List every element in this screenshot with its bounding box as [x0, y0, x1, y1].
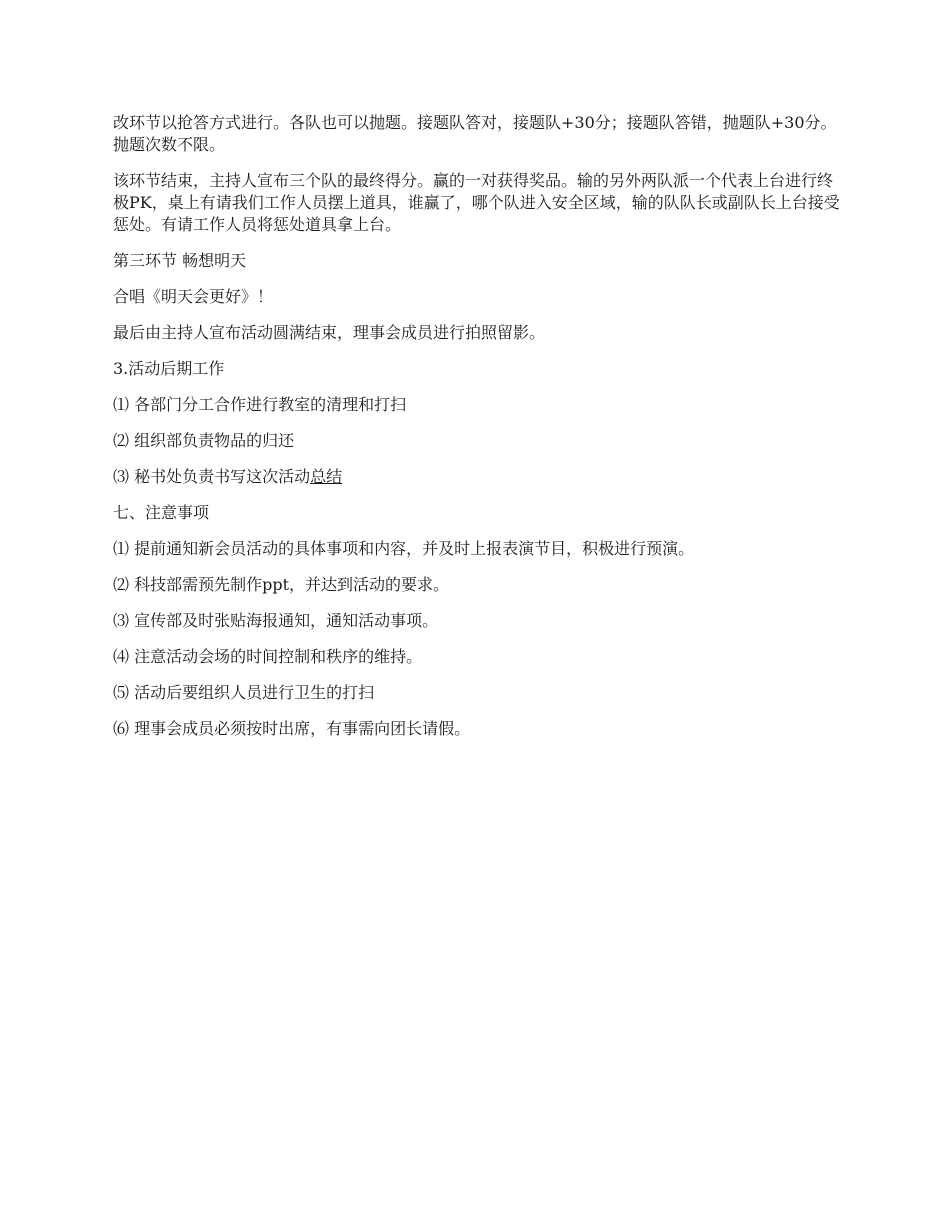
line-chorus: 合唱《明天会更好》！ — [113, 287, 274, 306]
section-heading-post-work: 3.活动后期工作 — [113, 359, 225, 378]
list-item: ⑴ 提前通知新会员活动的具体事项和内容，并及时上报表演节目，积极进行预演。 — [113, 539, 695, 558]
list-item: ⑹ 理事会成员必须按时出席，有事需向团长请假。 — [113, 719, 471, 738]
line-closing: 最后由主持人宣布活动圆满结束，理事会成员进行拍照留影。 — [113, 323, 546, 342]
list-item: ⑶ 宣传部及时张贴海报通知，通知活动事项。 — [113, 611, 439, 630]
summary-link[interactable]: 总结 — [310, 467, 343, 486]
section-heading-notes: 七、注意事项 — [113, 503, 210, 522]
document-page — [113, 112, 843, 754]
section-heading-third: 第三环节 畅想明天 — [113, 251, 247, 270]
list-item: ⑷ 注意活动会场的时间控制和秩序的维持。 — [113, 647, 423, 666]
list-item — [113, 466, 843, 488]
list-item: ⑵ 科技部需预先制作ppt，并达到活动的要求。 — [113, 575, 450, 594]
list-item: ⑴ 各部门分工合作进行教室的清理和打扫 — [113, 395, 407, 414]
list-item: ⑸ 活动后要组织人员进行卫生的打扫 — [113, 683, 375, 702]
paragraph-results: 该环节结束，主持人宣布三个队的最终得分。赢的一对获得奖品。输的另外两队派一个代表上台进行终极PK，桌上有请我们工作人员摆上道具，谁赢了，哪个队进入安全区域，输的队队长或副队长上台接受惩处。有请工作人员将惩处道具拿上台。 — [113, 171, 840, 234]
list-item: ⑵ 组织部负责物品的归还 — [113, 431, 295, 450]
list-item-text: ⑶ 秘书处负责书写这次活动 — [113, 467, 311, 486]
paragraph-rules: 改环节以抢答方式进行。各队也可以抛题。接题队答对，接题队+30分；接题队答错，抛题队+30分。抛题次数不限。 — [113, 113, 837, 154]
